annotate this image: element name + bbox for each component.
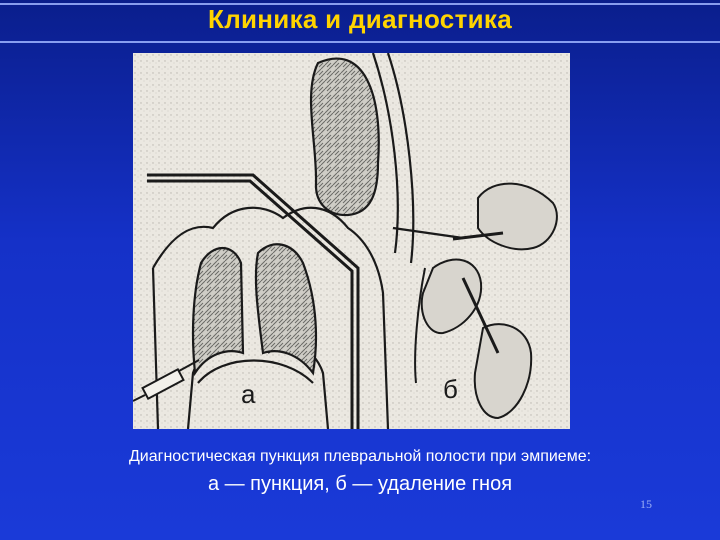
page-number: 15 (640, 497, 652, 511)
label-b: б (443, 374, 458, 404)
caption-line-1: Диагностическая пункция плевральной полости при эмпиеме: (128, 448, 592, 465)
label-a: а (241, 379, 256, 409)
title-underline (0, 41, 720, 43)
caption-line-2: а — пункция, б — удаление гноя (207, 473, 513, 495)
pleural-puncture-illustration (133, 53, 570, 429)
slide-title: Клиника и диагностика (208, 4, 512, 34)
